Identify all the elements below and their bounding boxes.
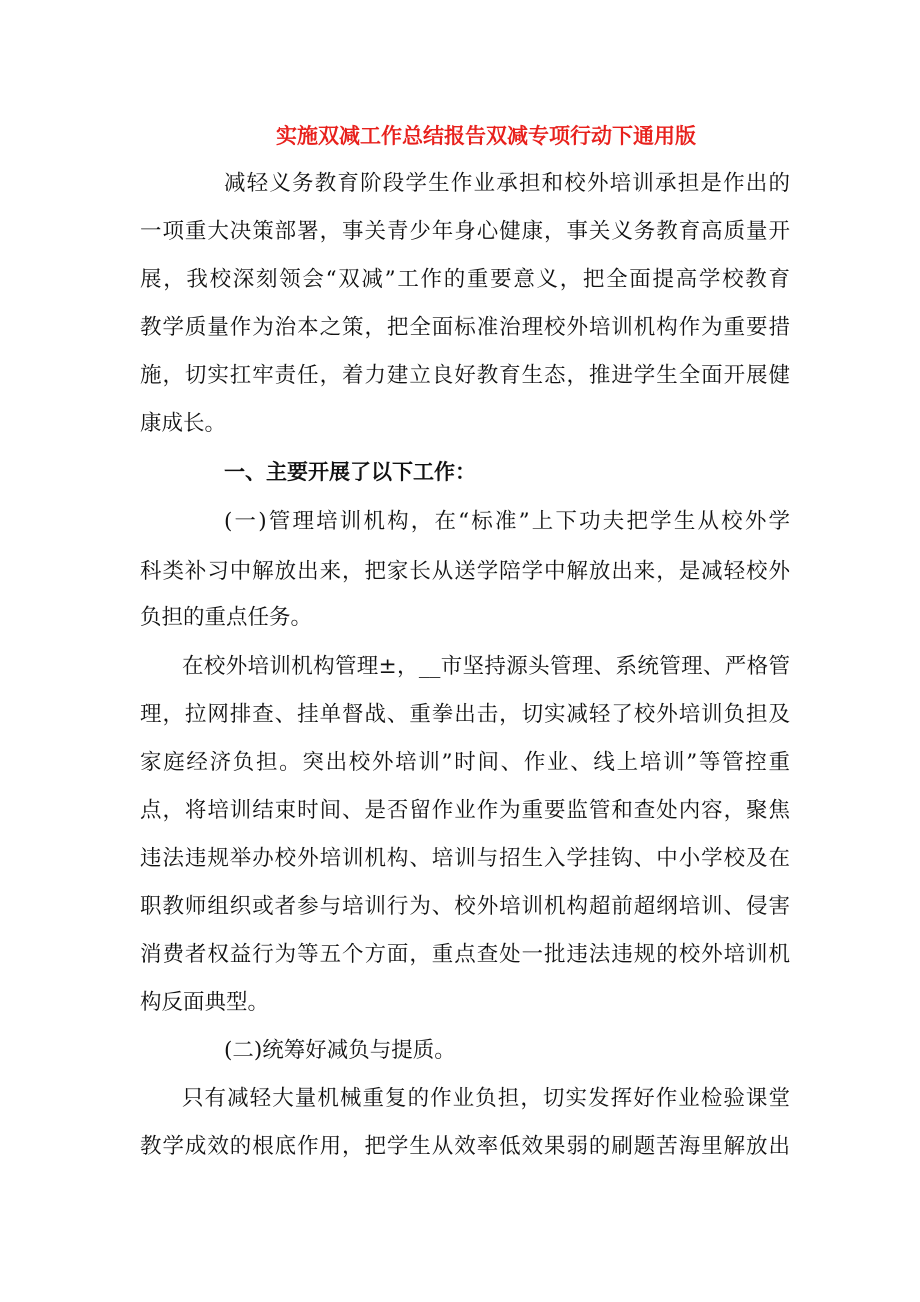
paragraph-3-line-5: 违法违规举办校外培训机构、培训与招生入学挂钩、中小学校及在 bbox=[140, 846, 790, 871]
paragraph-3-line-2: 理，拉网排查、挂单督战、重拳出击，切实减轻了校外培训负担及 bbox=[140, 702, 790, 727]
paragraph-2-line-3: 负担的重点任务。 bbox=[140, 605, 313, 630]
paragraph-3-line-4: 点，将培训结束时间、是否留作业作为重要监管和查处内容，聚焦 bbox=[140, 798, 790, 823]
paragraph-5-line-1: 只有减轻大量机械重复的作业负担，切实发挥好作业检验课堂 bbox=[182, 1086, 790, 1111]
paragraph-1-line-3: 展，我校深刻领会“双减”工作的重要意义，把全面提高学校教育 bbox=[140, 267, 790, 292]
paragraph-2-line-1: (一)管理培训机构，在“标准”上下功夫把学生从校外学 bbox=[224, 509, 790, 534]
paragraph-1-line-5: 施，切实扛牢责任，着力建立良好教育生态，推进学生全面开展健 bbox=[140, 363, 790, 388]
paragraph-3-line-7: 消费者权益行为等五个方面，重点查处一批违法违规的校外培训机 bbox=[140, 942, 790, 967]
paragraph-3-line-8: 构反面典型。 bbox=[140, 990, 270, 1015]
paragraph-5-line-2: 教学成效的根底作用，把学生从效率低效果弱的刷题苦海里解放出 bbox=[140, 1134, 790, 1159]
section-heading: 一、主要开展了以下工作： bbox=[224, 460, 476, 484]
document-title: 实施双减工作总结报告双减专项行动下通用版 bbox=[276, 124, 696, 148]
paragraph-1-line-1: 减轻义务教育阶段学生作业承担和校外培训承担是作出的 bbox=[224, 171, 790, 196]
paragraph-3-line-6: 职教师组织或者参与培训行为、校外培训机构超前超纲培训、侵害 bbox=[140, 894, 790, 919]
paragraph-1-line-6: 康成长。 bbox=[140, 411, 227, 436]
paragraph-3-line-3: 家庭经济负担。突出校外培训”时间、作业、线上培训”等管控重 bbox=[140, 750, 790, 775]
paragraph-1-line-2: 一项重大决策部署，事关青少年身心健康，事关义务教育高质量开 bbox=[140, 219, 790, 244]
paragraph-4-line-1: (二)统筹好减负与提质。 bbox=[224, 1038, 456, 1063]
paragraph-2-line-2: 科类补习中解放出来，把家长从送学陪学中解放出来，是减轻校外 bbox=[140, 559, 790, 584]
paragraph-1-line-4: 教学质量作为治本之策，把全面标准治理校外培训机构作为重要措 bbox=[140, 315, 790, 340]
paragraph-3-line-1: 在校外培训机构管理±，__市坚持源头管理、系统管理、严格管 bbox=[182, 654, 790, 679]
